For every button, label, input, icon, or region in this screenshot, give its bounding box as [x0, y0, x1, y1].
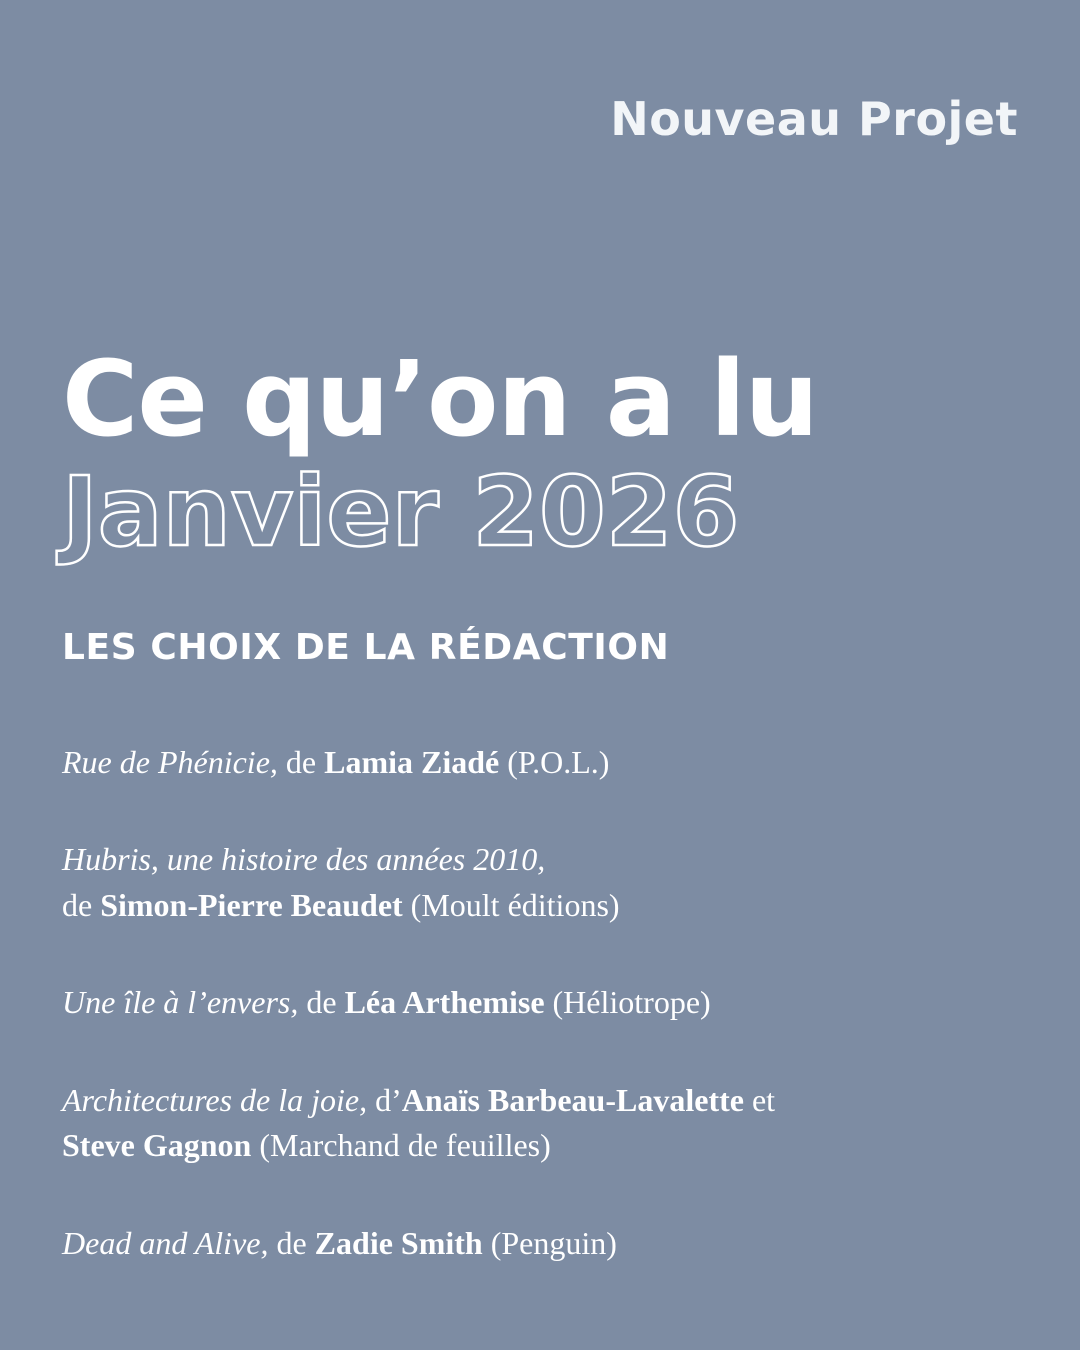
brand-title: Nouveau Projet [610, 92, 1018, 146]
book-publisher: (Penguin) [482, 1224, 617, 1261]
book-title: Architectures de la joie, [62, 1081, 368, 1118]
book-author: Simon-Pierre Beaudet [100, 886, 403, 923]
book-publisher: (Marchand de feuilles) [251, 1127, 551, 1164]
book-author: Lamia Ziadé [324, 744, 500, 780]
book-publisher: (Moult éditions) [402, 886, 620, 923]
page-subtitle-outline: Janvier 2026 [62, 456, 740, 569]
list-item [62, 980, 1002, 1025]
book-connector: de [298, 984, 345, 1021]
list-item [62, 740, 1002, 785]
book-title: Rue de Phénicie, [62, 744, 278, 780]
book-author: Zadie Smith [314, 1224, 483, 1261]
book-connector-secondary: et [743, 1081, 776, 1118]
book-author-secondary: Steve Gagnon [62, 1127, 252, 1164]
book-connector: d’ [367, 1081, 402, 1118]
book-list [62, 740, 1002, 1266]
book-title: Une île à l’envers, [62, 984, 299, 1021]
list-item [62, 1221, 1002, 1266]
book-publisher: (P.O.L.) [499, 744, 610, 780]
book-connector: de [277, 744, 325, 780]
book-title: Hubris, une histoire des années 2010, [62, 841, 546, 878]
book-publisher: (Héliotrope) [544, 984, 711, 1021]
book-connector: de [268, 1224, 315, 1261]
book-connector: de [62, 886, 101, 923]
section-kicker: LES CHOIX DE LA RÉDACTION [62, 627, 670, 668]
list-item [62, 1078, 1002, 1169]
book-author: Léa Arthemise [344, 984, 545, 1021]
book-author: Anaïs Barbeau-Lavalette [401, 1081, 744, 1118]
book-title: Dead and Alive, [62, 1224, 269, 1261]
page-title: Ce qu’on a lu [62, 338, 818, 460]
list-item [62, 837, 1002, 928]
title-block [62, 338, 1022, 569]
